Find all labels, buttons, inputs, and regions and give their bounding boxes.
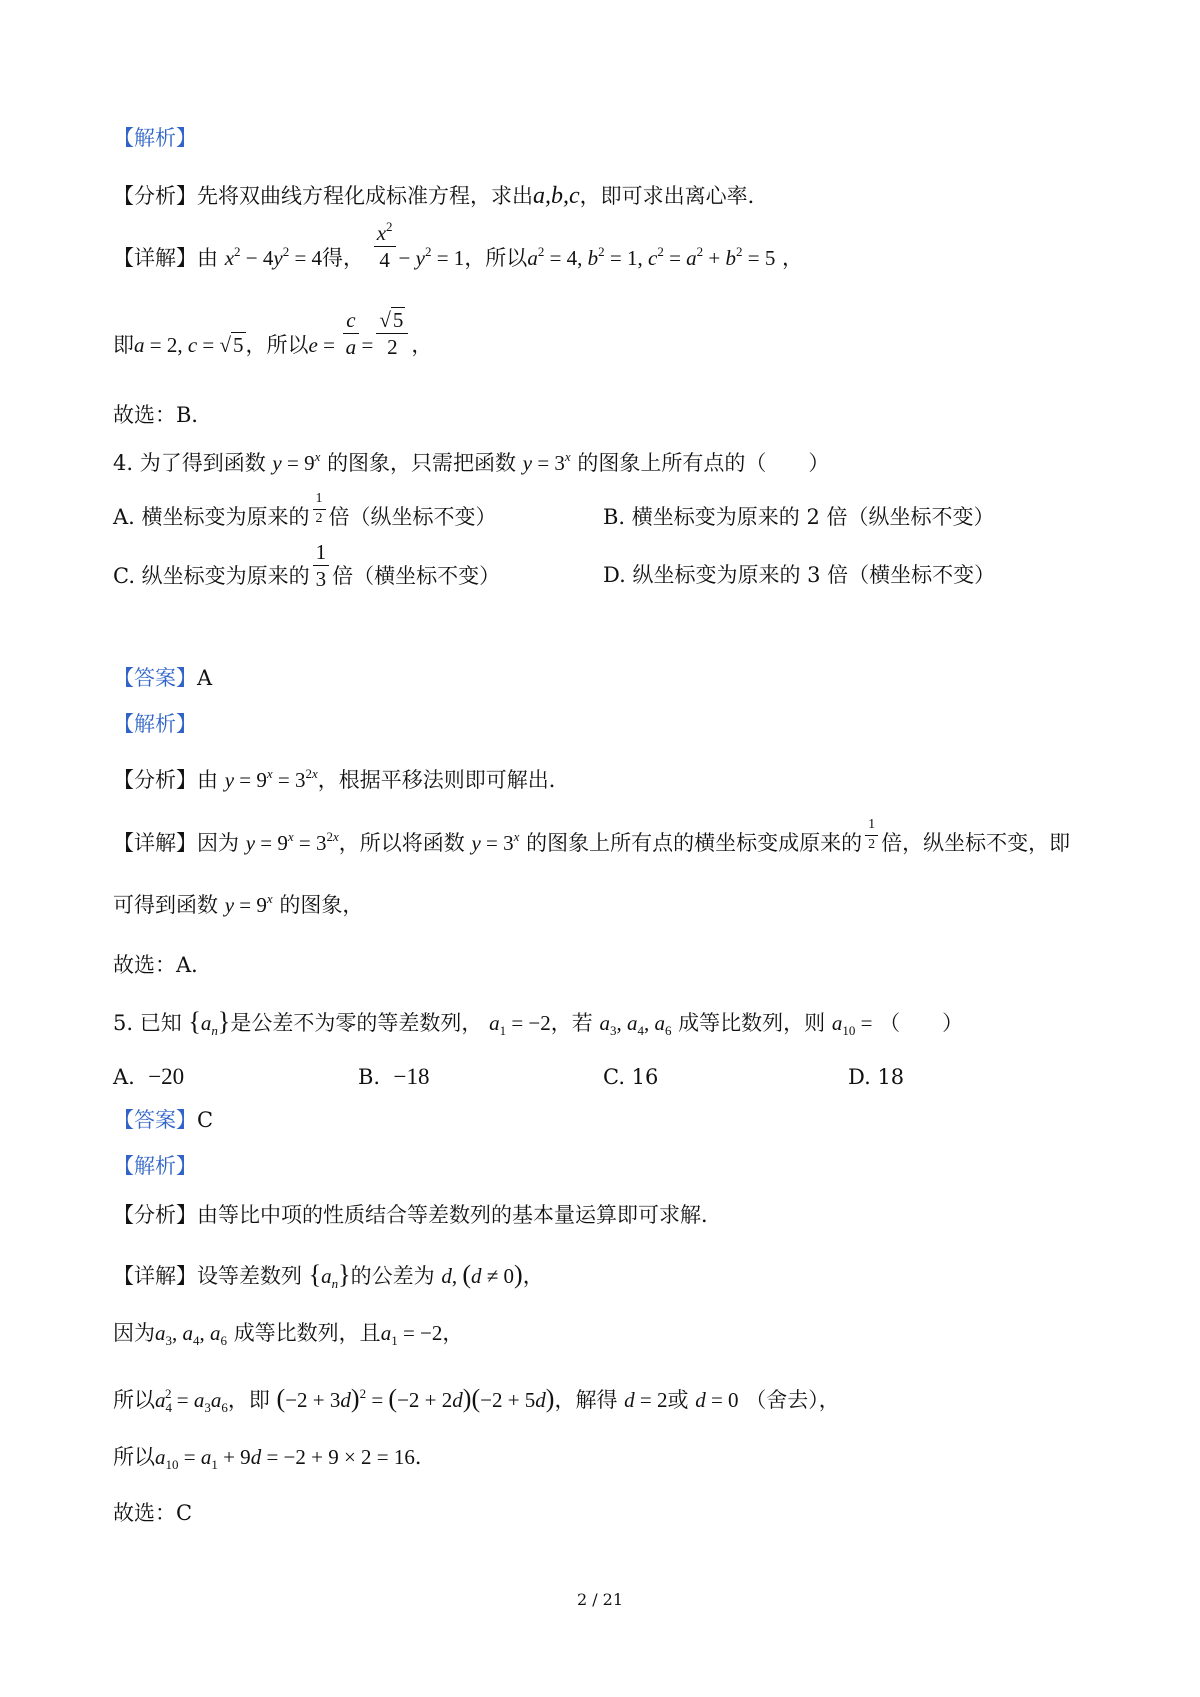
q4-guxuan: 故选：A．	[113, 953, 213, 977]
q4-answer: 【答案】A	[113, 666, 213, 690]
q3-fraction-c-over-a: $\frac{c}{a}$	[343, 309, 358, 358]
q4-func-y3x: $y = 3^x$	[522, 449, 571, 475]
q5-a10: $a_{10}$ =	[831, 1011, 873, 1038]
q4-xiangjie-eq3: $y = 9^x$	[224, 891, 273, 917]
q5-answer: 【答案】C	[113, 1108, 214, 1132]
q5-geometric-mean: $a_4^2 = a_3a_6$	[155, 1386, 228, 1415]
q3-result: 即a = 2, c = √5，所以e = $\frac{c}{a}$ = $\frac{√5}{2}$ ，	[113, 308, 433, 360]
q4-number: 4.	[113, 451, 134, 475]
xiangjie-label: 【详解】	[113, 246, 197, 271]
q3-guxuan: 故选：B．	[113, 403, 213, 427]
q5-a10-eq: $a_{10} = a_1 + 9d = -2 + 9 \times 2 = 16$	[155, 1445, 415, 1472]
q4-fraction-third: $\frac{1}{3}$	[313, 541, 330, 590]
q5-option-c: C. 16	[603, 1065, 659, 1089]
q5-option-a: A. −20	[113, 1064, 185, 1089]
q3-jiexi-label: 【解析】	[113, 126, 197, 150]
q5-d-equals-0: d = 0	[695, 1388, 739, 1412]
q3-fraction-x2-over-4: $\frac{x^2}{4}$	[374, 222, 396, 271]
q3-equation-2: − $y^2 = 1$	[398, 244, 465, 271]
q5-number: 5.	[113, 1011, 134, 1035]
q5-yinwei-terms: $a_3$, $a_4$, $a_6$	[155, 1321, 227, 1348]
q4-func-y9x: $y = 9^x$	[272, 449, 321, 475]
q3-fenxi: 【分析】先将双曲线方程化成标准方程，求出a,b,c，即可求出离心率．	[113, 183, 769, 209]
q3-equation-1: $x^2 - 4y^2 = 4$	[224, 244, 323, 271]
q5-fenxi: 【分析】由等比中项的性质结合等差数列的基本量运算即可求解．	[113, 1203, 722, 1227]
q4-fenxi: 【分析】由 $y = 9^x = 3^{2x}$，根据平移法则即可解出．	[113, 766, 570, 792]
q5-xiangjie: 【详解】设等差数列 $\{a_n\}$的公差为 d, (d ≠ 0)，	[113, 1260, 544, 1291]
page-number: 2 / 21	[576, 1590, 624, 1609]
q4-jiexi-label: 【解析】	[113, 712, 197, 736]
q5-xiangjie-sequence: $\{a_n\}$	[308, 1260, 351, 1291]
q5-d-nonzero: d, (d ≠ 0)	[441, 1260, 523, 1289]
q4-option-b: B. 横坐标变为原来的 2 倍（纵坐标不变）	[603, 505, 995, 529]
q4-option-d: D. 纵坐标变为原来的 3 倍（横坐标不变）	[603, 563, 996, 587]
q4-stem: 4. 为了得到函数 $y = 9^x$ 的图象，只需把函数 $y = 3^x$ 的图象上所有点的（ ）	[113, 449, 830, 475]
q5-solve: 所以$a_4^2 = a_3a_6$，即 $(-2 + 3d)^2 = (-2 + 2d)(-2 + 5d)$，解得 d = 2或 d = 0 （舍去），	[113, 1384, 840, 1415]
q5-yinwei: 因为$a_3$, $a_4$, $a_6$ 成等比数列，且$a_1 = -2$，	[113, 1321, 464, 1348]
q4-option-c: C. 纵坐标变为原来的 $\frac{1}{3}$ 倍（横坐标不变）	[113, 540, 501, 592]
q5-stem: 5. 已知 $\{a_n\}$是公差不为零的等差数列， $a_1 = -2$，若 $a_3$, $a_4$, $a_6$ 成等比数列，则 $a_{10}$ = （ ）	[113, 1007, 964, 1038]
q5-result: 所以$a_{10} = a_1 + 9d = -2 + 9 \times 2 = 16$．	[113, 1445, 436, 1472]
q3-fenxi-vars: a,b,c	[533, 183, 580, 209]
q4-xiangjie-eq1: $y = 9^x = 3^{2x}$	[245, 829, 339, 855]
q4-option-a: A. 横坐标变为原来的 $\frac{1}{2}$ 倍（纵坐标不变）	[113, 491, 497, 529]
q5-option-d: D. 18	[848, 1065, 905, 1089]
q4-xiangjie-fraction-half: $\frac{1}{2}$	[865, 818, 878, 852]
q5-sequence-an: $\{a_n\}$	[188, 1007, 231, 1038]
q5-option-b: B. −18	[358, 1064, 430, 1089]
q5-a3a4a6: $a_3$, $a_4$, $a_6$	[599, 1011, 672, 1038]
q5-yinwei-a1: $a_1 = -2$	[380, 1321, 443, 1348]
q4-xiangjie: 【详解】因为 $y = 9^x = 3^{2x}$，所以将函数 $y = 3^x$ 的图象上所有点的横坐标变成原来的 $\frac{1}{2}$ 倍，纵坐标不变，即	[113, 817, 1071, 855]
q4-fraction-half: $\frac{1}{2}$	[313, 492, 326, 526]
q5-d-equals-2: d = 2	[624, 1388, 668, 1412]
q5-jiexi-label: 【解析】	[113, 1154, 197, 1178]
q3-equation-3: $a^2 = 4$, $b^2 = 1$, $c^2 = a^2 + b^2 = 5$	[527, 244, 776, 271]
q3-eccentricity: e =	[308, 333, 341, 358]
q5-guxuan: 故选：C	[113, 1501, 193, 1525]
q5-equation: $(-2 + 3d)^2 = (-2 + 2d)(-2 + 5d)$	[276, 1384, 555, 1413]
q5-a1-eq: $a_1 = -2$	[489, 1011, 551, 1038]
q4-fenxi-eq: $y = 9^x = 3^{2x}$	[224, 766, 318, 792]
fenxi-label: 【分析】	[113, 184, 197, 208]
q3-xiangjie: 【详解】由 $x^2 - 4y^2 = 4$得， $\frac{x^2}{4}$ − $y^2 = 1$，所以$a^2 = 4$, $b^2 = 1$, $c^2 = a^2 + b^2 = 5$ ，	[113, 219, 804, 273]
q3-fraction-sqrt5-over-2: $\frac{√5}{2}$	[376, 309, 408, 358]
q4-xiangjie-eq2: $y = 3^x$	[471, 829, 520, 855]
q4-xiangjie-line2: 可得到函数 $y = 9^x$ 的图象，	[113, 891, 364, 917]
q3-equation-4: a = 2, c = √5	[134, 333, 244, 358]
